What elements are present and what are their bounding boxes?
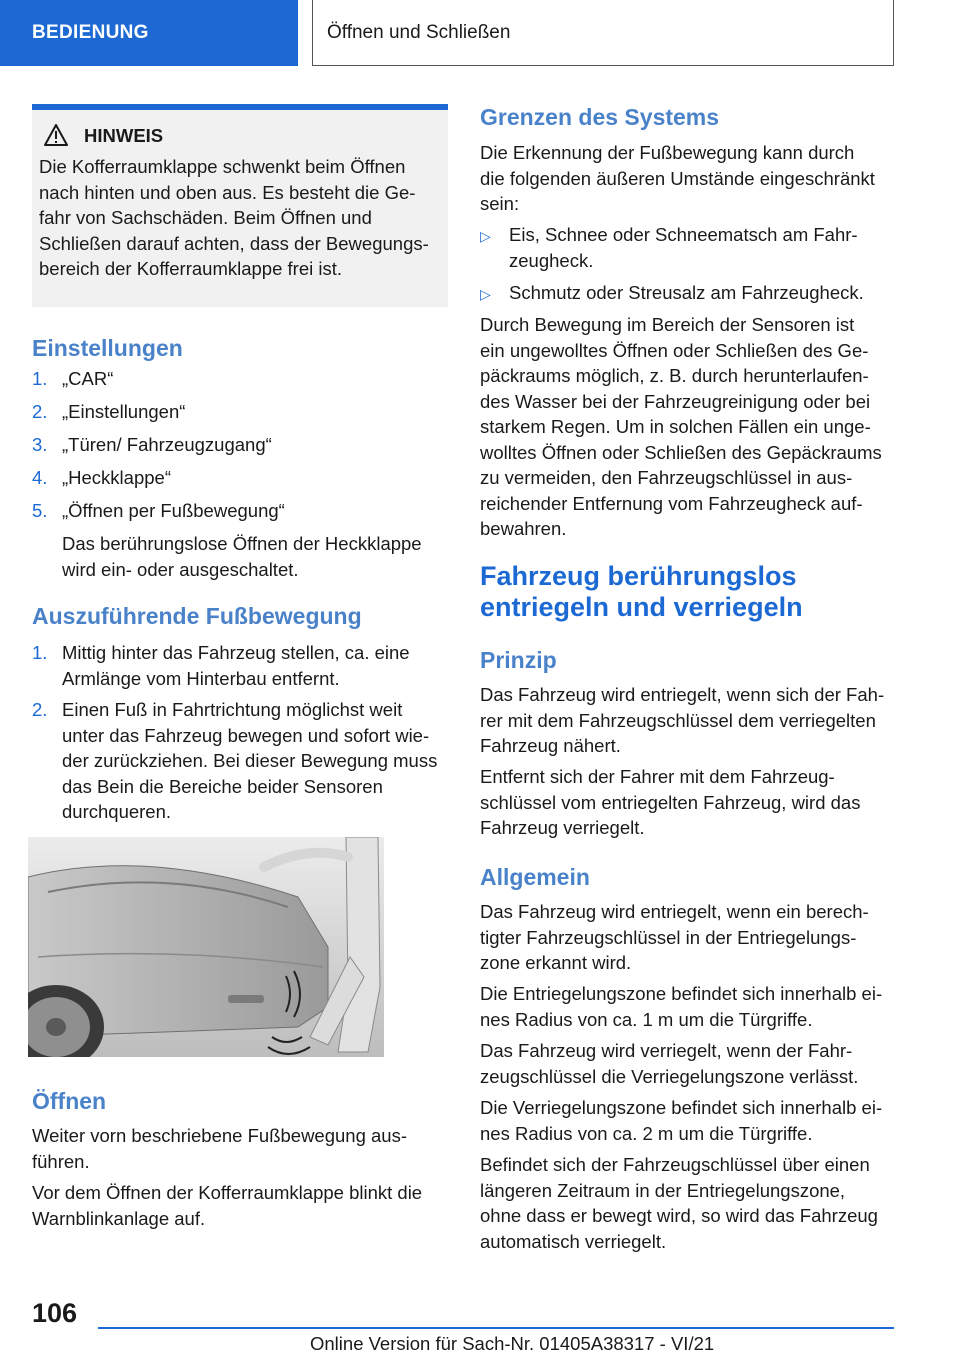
paragraph: Das Fahrzeug wird entriegelt, wenn ein berech- tigter Fahrzeugschlüssel in der Entriegelungs- zone erkannt wird. xyxy=(480,901,869,973)
list-item: „Einstellungen“ xyxy=(62,401,186,422)
heading-allgemein: Allgemein xyxy=(480,864,590,890)
page-header xyxy=(0,0,960,66)
triangle-bullet-icon: ▷ xyxy=(480,228,491,244)
paragraph: Die Erkennung der Fußbewegung kann durch die folgenden äußeren Umstände eingeschränkt sein: xyxy=(480,142,875,214)
note-text: Die Kofferraumklappe schwenkt beim Öffnen nach hinten und oben aus. Es besteht die Ge- fahr von Sachschäden. Beim Öffnen und Schließen darauf achten, dass der Bewegungs- bereich der Kofferraumklappe frei ist. xyxy=(39,156,429,279)
heading-einstellungen: Einstellungen xyxy=(32,335,183,361)
step-description: Das berührungslose Öffnen der Heckklappe wird ein- oder ausgeschaltet. xyxy=(62,533,422,580)
list-item: Eis, Schnee oder Schneematsch am Fahr- zeugheck. xyxy=(509,224,858,271)
page-number: 106 xyxy=(32,1298,78,1328)
heading-prinzip: Prinzip xyxy=(480,647,557,673)
list-item: Einen Fuß in Fahrtrichtung möglichst weit unter das Fahrzeug bewegen und sofort wie- der zurückziehen. Bei dieser Bewegung muss das Bein die Bereiche beider Sensoren durchqueren. xyxy=(62,699,438,822)
note-box xyxy=(32,104,448,307)
triangle-bullet-icon: ▷ xyxy=(480,286,491,302)
heading-oeffnen: Öffnen xyxy=(32,1088,107,1114)
warning-icon xyxy=(44,124,68,146)
paragraph: Die Entriegelungszone befindet sich innerhalb ei- nes Radius von ca. 1 m um die Türgriffe. xyxy=(480,983,883,1030)
paragraph: Das Fahrzeug wird entriegelt, wenn sich der Fah- rer mit dem Fahrzeugschlüssel dem verriegelten Fahrzeug nähert. xyxy=(480,684,885,756)
list-item: „Öffnen per Fußbewegung“ xyxy=(62,500,285,521)
list-item: Schmutz oder Streusalz am Fahrzeugheck. xyxy=(509,282,864,303)
paragraph: Befindet sich der Fahrzeugschlüssel über einen längeren Zeitraum in der Entriegelungszone, ohne dass er bewegt wird, so wird das Fahrzeug automatisch verriegelt. xyxy=(480,1154,878,1252)
paragraph: Durch Bewegung im Bereich der Sensoren ist ein ungewolltes Öffnen oder Schließen des Ge- päckraums möglich, z. B. durch herunterlaufen- des Wasser bei der Fahrzeugreinigung oder bei starkem Regen. Um in solchen Fällen ein unge- wolltes Öffnen oder Schließen des Gepäckraums zu vermeiden, den Fahrzeugschlüssel in aus- reichender Entfernung vom Fahrzeugheck auf- bewahren. xyxy=(480,314,882,539)
paragraph: Vor dem Öffnen der Kofferraumklappe blinkt die Warnblinkanlage auf. xyxy=(32,1182,423,1229)
paragraph: Weiter vorn beschriebene Fußbewegung aus- führen. xyxy=(32,1125,408,1172)
list-item: „Türen/ Fahrzeugzugang“ xyxy=(62,434,272,455)
section-tab: BEDIENUNG xyxy=(0,0,298,66)
footer-text: Online Version für Sach-Nr. 01405A38317 - VI/21 xyxy=(310,1333,715,1354)
list-item: „Heckklappe“ xyxy=(62,467,171,488)
note-title: HINWEIS xyxy=(84,125,164,146)
chapter-title: Öffnen und Schließen xyxy=(312,0,894,66)
foot-gesture-illustration xyxy=(28,837,384,1057)
heading-beruehrungslos: Fahrzeug berührungslos entriegeln und verriegeln xyxy=(480,561,803,622)
heading-fussbewegung: Auszuführende Fußbewegung xyxy=(32,603,362,629)
heading-grenzen: Grenzen des Systems xyxy=(480,104,720,130)
footer-divider xyxy=(98,1327,894,1329)
paragraph: Das Fahrzeug wird verriegelt, wenn der Fahr- zeugschlüssel die Verriegelungszone verlässt. xyxy=(480,1040,859,1087)
list-item: „CAR“ xyxy=(62,368,114,389)
list-item: Mittig hinter das Fahrzeug stellen, ca. eine Armlänge vom Hinterbau entfernt. xyxy=(62,642,410,689)
paragraph: Die Verriegelungszone befindet sich innerhalb ei- nes Radius von ca. 2 m um die Türgriffe. xyxy=(480,1097,883,1144)
paragraph: Entfernt sich der Fahrer mit dem Fahrzeug- schlüssel vom entriegelten Fahrzeug, wird das Fahrzeug verriegelt. xyxy=(480,766,861,838)
